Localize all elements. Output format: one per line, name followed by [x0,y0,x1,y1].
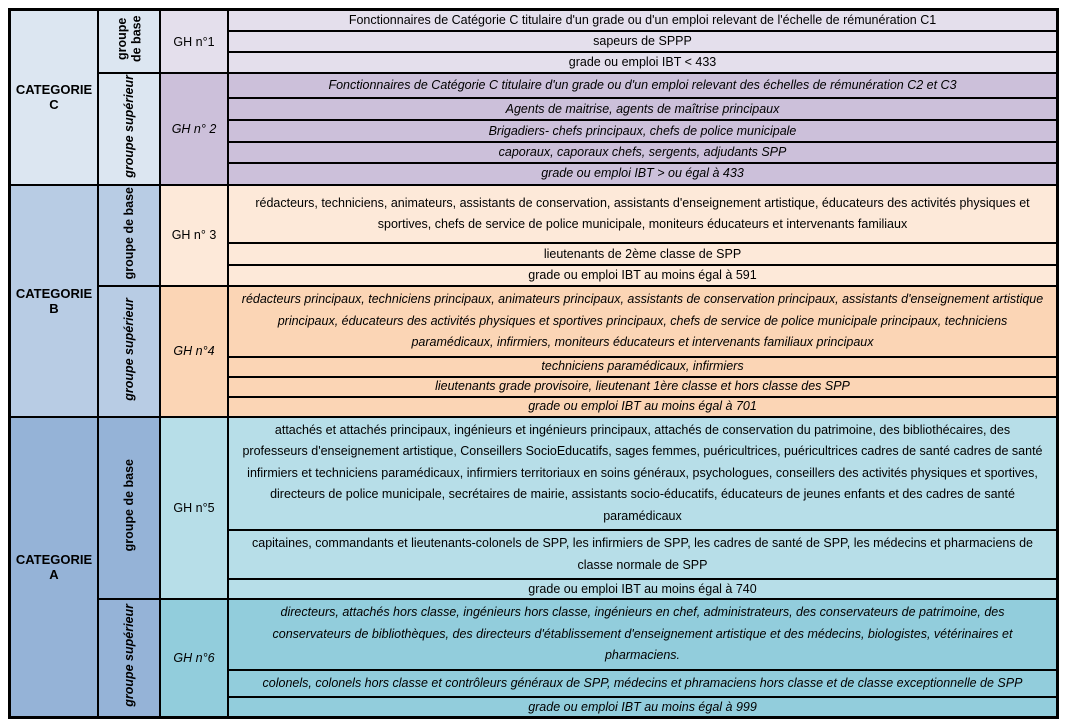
desc-cell: lieutenants grade provisoire, lieutenant 1ère classe et hors classe des SPP [228,377,1058,397]
group-superieur-c-label: groupe supérieur [121,75,136,178]
group-superieur-a-label: groupe supérieur [121,604,136,708]
desc-cell: rédacteurs, techniciens, animateurs, assistants de conservation, assistants d'enseignement artistique, éducateurs des activités physiques et sportives, chefs de service de police municipale, moniteurs éducateurs et intervenants familiaux [228,185,1058,244]
classification-table [8,8,1059,719]
gh3-cell: GH n° 3 [160,185,228,286]
desc-cell: grade ou emploi IBT au moins égal à 999 [228,697,1058,718]
desc-cell: grade ou emploi IBT au moins égal à 591 [228,265,1058,286]
desc-cell: sapeurs de SPPP [228,31,1058,52]
desc-cell: grade ou emploi IBT au moins égal à 740 [228,579,1058,599]
category-a-cell: CATEGORIE A [10,417,99,718]
desc-cell: capitaines, commandants et lieutenants-colonels de SPP, les infirmiers de SPP, les cadres de santé de SPP, les médecins et pharmaciens de classe normale de SPP [228,530,1058,579]
desc-cell: lieutenants de 2ème classe de SPP [228,243,1058,264]
group-superieur-a-cell [98,599,160,718]
desc-cell: rédacteurs principaux, techniciens principaux, animateurs principaux, assistants de conservation principaux, assistants d'enseignement artistique principaux, éducateurs des activités physiques et sportives principaux, chefs de service de police municipale principaux, techniciens paramédicaux, infirmiers, moniteurs éducateurs et intervenants familiaux principaux [228,286,1058,357]
group-base-a-label: groupe de base [121,459,136,552]
group-superieur-b-label: groupe supérieur [121,297,136,401]
desc-cell: attachés et attachés principaux, ingénieurs et ingénieurs principaux, attachés de conservation du patrimoine, des bibliothécaires, des professeurs d'enseignement artistique, Conseillers SocioEducatifs, sages femmes, puéricultrices, puéricultrices cadres de santé cadres de santé infirmiers et techniciens paramédicaux, infirmiers territoriaux en soins généraux, psychologues, conseillers des activités physiques et sportives, directeurs de police municipale, secrétaires de mairie, assistants socio-éducatifs, éducateurs de jeunes enfants et des cadres de santé paramédicaux [228,417,1058,531]
desc-cell: grade ou emploi IBT > ou égal à 433 [228,163,1058,185]
group-base-c-label: groupe de base [114,15,143,63]
category-b-cell: CATEGORIE B [10,185,99,417]
gh4-cell: GH n°4 [160,286,228,417]
group-superieur-b-cell [98,286,160,417]
desc-cell: grade ou emploi IBT au moins égal à 701 [228,397,1058,417]
desc-cell: Fonctionnaires de Catégorie C titulaire d'un grade ou d'un emploi relevant de l'échelle de rémunération C1 [228,10,1058,31]
gh5-cell: GH n°5 [160,417,228,600]
desc-cell: Fonctionnaires de Catégorie C titulaire d'un grade ou d'un emploi relevant des échelles de rémunération C2 et C3 [228,73,1058,98]
category-c-cell: CATEGORIE C [10,10,99,185]
group-base-c-cell [98,10,160,74]
desc-cell: grade ou emploi IBT < 433 [228,52,1058,73]
group-base-b-cell [98,185,160,286]
desc-cell: Agents de maitrise, agents de maîtrise principaux [228,98,1058,120]
desc-cell: caporaux, caporaux chefs, sergents, adjudants SPP [228,142,1058,163]
gh2-cell: GH n° 2 [160,73,228,185]
classification-table-wrapper [8,8,1059,719]
desc-cell: colonels, colonels hors classe et contrôleurs généraux de SPP, médecins et phramaciens hors classe et de classe exceptionnelle de SPP [228,670,1058,697]
group-base-a-cell [98,417,160,600]
desc-cell: Brigadiers- chefs principaux, chefs de police municipale [228,120,1058,142]
gh1-cell: GH n°1 [160,10,228,74]
gh6-cell: GH n°6 [160,599,228,718]
desc-cell: directeurs, attachés hors classe, ingénieurs hors classe, ingénieurs en chef, administrateurs, des conservateurs de patrimoine, des conservateurs de bibliothèques, des directeurs d'établissement d'enseignement artistique et des médecins, biologistes, vétérinaires et pharmaciens. [228,599,1058,670]
group-superieur-c-cell [98,73,160,185]
desc-cell: techniciens paramédicaux, infirmiers [228,357,1058,377]
group-base-b-label: groupe de base [121,186,136,280]
